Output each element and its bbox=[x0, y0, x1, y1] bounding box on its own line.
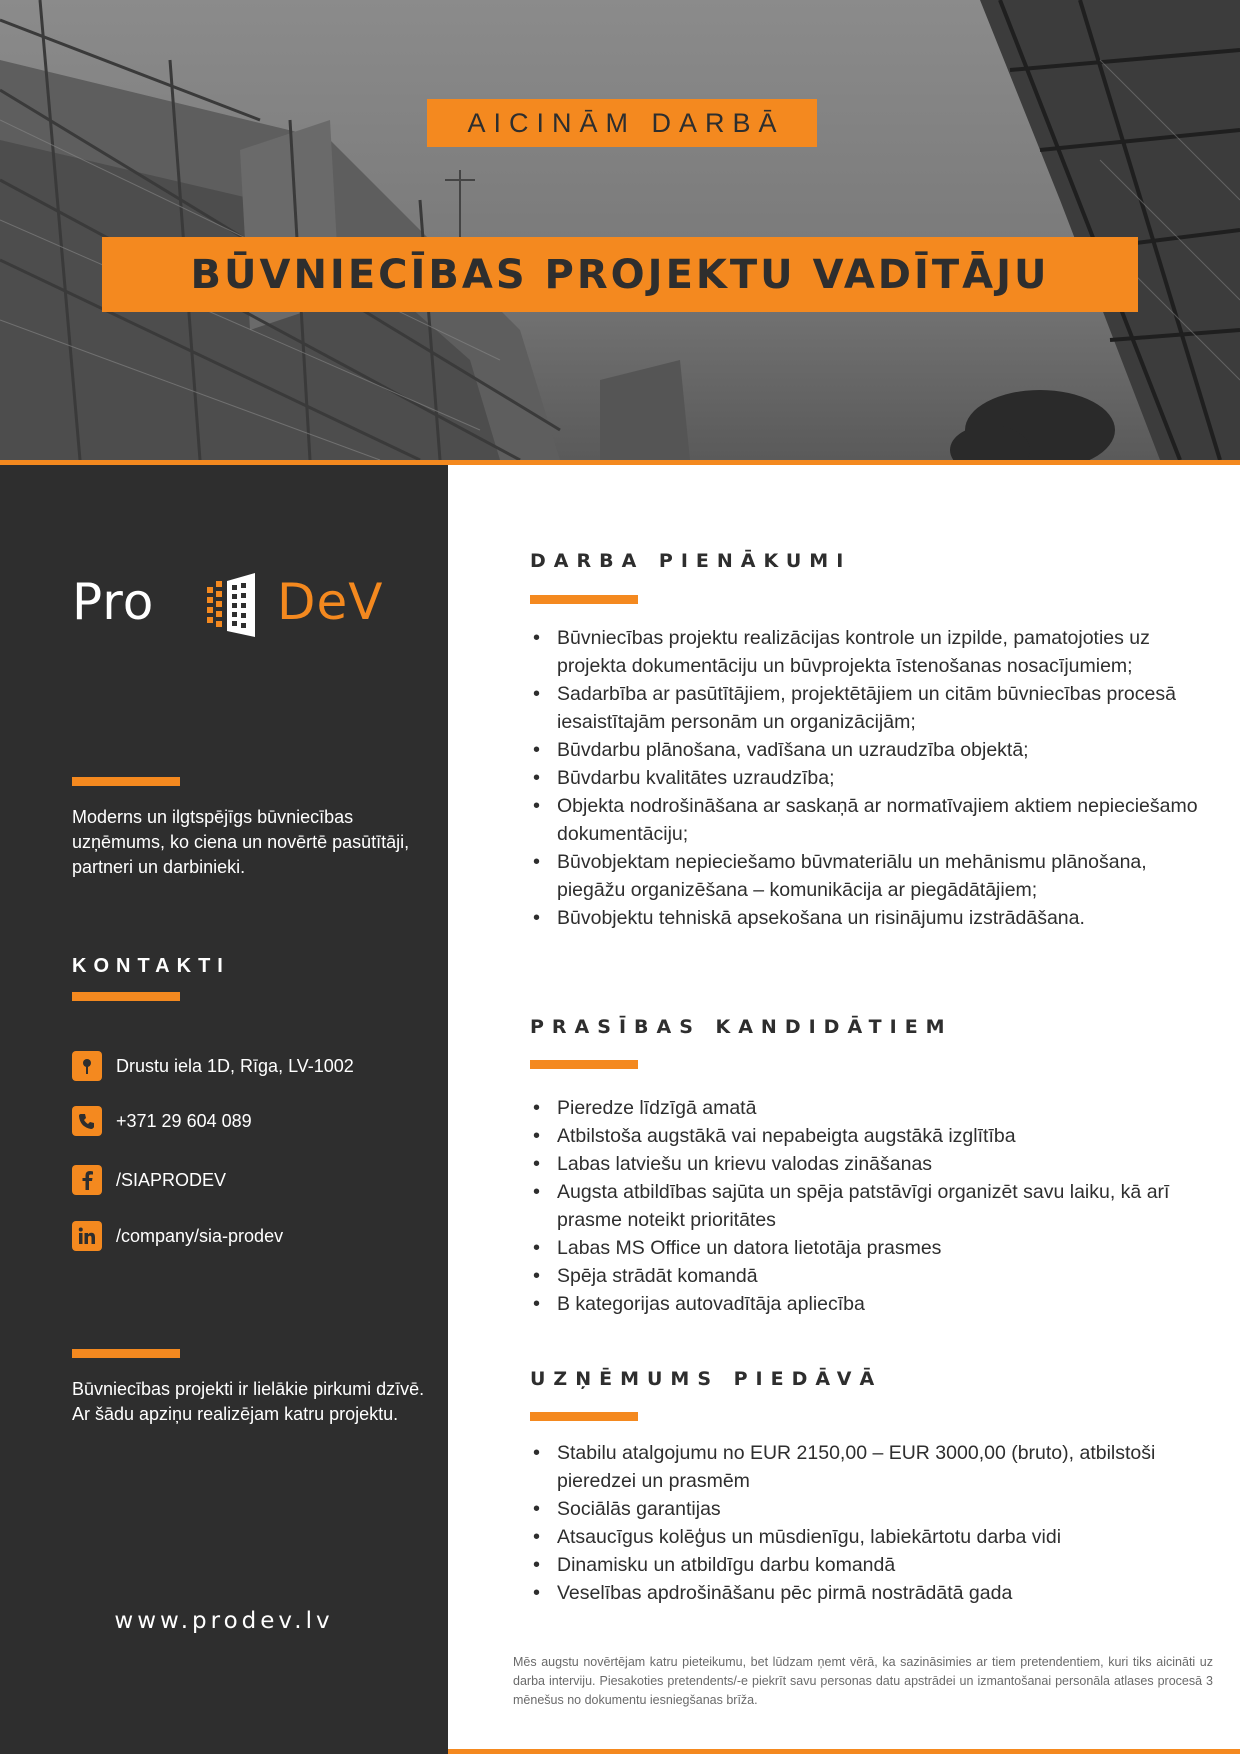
list-item: • Objekta nodrošināšana ar saskaņā ar normatīvajiem aktiem nepieciešamo dokumentāciju; bbox=[530, 792, 1220, 848]
phone-text: +371 29 604 089 bbox=[116, 1110, 252, 1131]
linkedin-text: /company/sia-prodev bbox=[116, 1225, 284, 1246]
contacts-heading: KONTAKTI bbox=[72, 955, 230, 977]
bottom-divider bbox=[448, 1749, 1240, 1754]
duties-list bbox=[530, 624, 1220, 932]
list-item: • Veselības apdrošināšanu pēc pirmā nostrādātā gada bbox=[530, 1579, 1220, 1607]
requirements-accent-line bbox=[530, 1060, 638, 1069]
list-item: • Būvdarbu kvalitātes uzraudzība; bbox=[530, 764, 1220, 792]
privacy-disclaimer: Mēs augstu novērtējam katru pieteikumu, bet lūdzam ņemt vērā, ka sazināsimies ar tiem pretendentiem, kuri tiks aicināti uz darba interviju. Piesakoties pretendents/-e piekrīt savu personas datu apstrādei un izmantošanai personāla atlases procesā 3 mēnešus no dokumentu iesniegšanas brīža. bbox=[513, 1655, 1213, 1707]
list-item: • Būvniecības projektu realizācijas kontrole un izpilde, pamatojoties uz projekta dokumentāciju un būvprojekta īstenošanas nosacījumiem; bbox=[530, 624, 1220, 680]
offer-accent-line bbox=[530, 1412, 638, 1421]
company-quote: Būvniecības projekti ir lielākie pirkumi dzīvē. Ar šādu apziņu realizējam katru projektu. bbox=[72, 1379, 425, 1424]
contact-facebook[interactable] bbox=[72, 1165, 226, 1195]
contact-phone[interactable] bbox=[72, 1106, 252, 1136]
construction-photo bbox=[0, 0, 1240, 460]
facebook-icon bbox=[72, 1165, 102, 1195]
phone-icon bbox=[72, 1106, 102, 1136]
contact-address bbox=[72, 1051, 354, 1081]
list-item: • Atsaucīgus kolēģus un mūsdienīgu, labiekārtotu darba vidi bbox=[530, 1523, 1220, 1551]
offer-heading: UZŅĒMUMS PIEDĀVĀ bbox=[530, 1368, 883, 1390]
offer-list bbox=[530, 1439, 1220, 1607]
facebook-text: /SIAPRODEV bbox=[116, 1169, 227, 1190]
list-item: • Stabilu atalgojumu no EUR 2150,00 – EUR 3000,00 (bruto), atbilstoši pieredzei un prasmēm bbox=[530, 1439, 1220, 1495]
list-item: • Dinamisku un atbildīgu darbu komandā bbox=[530, 1551, 1220, 1579]
website-link[interactable]: www.prodev.lv bbox=[114, 1608, 334, 1634]
list-item: • Spēja strādāt komandā bbox=[530, 1262, 1220, 1290]
list-item: • Būvobjektu tehniskā apsekošana un risinājumu izstrādāšana. bbox=[530, 904, 1220, 932]
intro-accent-line bbox=[72, 777, 180, 786]
job-title-banner bbox=[102, 237, 1138, 312]
list-item: • Pieredze līdzīgā amatā bbox=[530, 1094, 1220, 1122]
list-item: • Labas latviešu un krievu valodas zināšanas bbox=[530, 1150, 1220, 1178]
list-item: • Būvobjektam nepieciešamo būvmateriālu un mehānismu plānošana, piegāžu organizēšana – komunikācija ar piegādātājiem; bbox=[530, 848, 1220, 904]
company-intro: Moderns un ilgtspējīgs būvniecības uzņēmums, ko ciena un novērtē pasūtītāji, partneri un darbinieki. bbox=[72, 807, 410, 877]
requirements-list bbox=[530, 1094, 1220, 1318]
list-item: • B kategorijas autovadītāja apliecība bbox=[530, 1290, 1220, 1318]
list-item: • Sociālās garantijas bbox=[530, 1495, 1220, 1523]
hiring-label-text: AICINĀM DARBĀ bbox=[467, 107, 785, 138]
sidebar bbox=[0, 465, 448, 1754]
contact-linkedin[interactable] bbox=[72, 1221, 283, 1251]
list-item: • Sadarbība ar pasūtītājiem, projektētājiem un citām būvniecības procesā iesaistītajām personām un organizācijām; bbox=[530, 680, 1220, 736]
list-item: • Labas MS Office un datora lietotāja prasmes bbox=[530, 1234, 1220, 1262]
building-icon bbox=[205, 573, 267, 637]
quote-accent-line bbox=[72, 1349, 180, 1358]
company-logo bbox=[72, 573, 412, 645]
duties-heading: DARBA PIENĀKUMI bbox=[530, 550, 852, 572]
list-item: • Augsta atbildības sajūta un spēja patstāvīgi organizēt savu laiku, kā arī prasme noteikt prioritātes bbox=[530, 1178, 1220, 1234]
linkedin-icon bbox=[72, 1221, 102, 1251]
job-title: BŪVNIECĪBAS PROJEKTU VADĪTĀJU bbox=[190, 251, 1050, 298]
main-content bbox=[448, 465, 1240, 1754]
list-item: • Atbilstoša augstākā vai nepabeigta augstākā izglītība bbox=[530, 1122, 1220, 1150]
list-item: • Būvdarbu plānošana, vadīšana un uzraudzība objektā; bbox=[530, 736, 1220, 764]
address-text: Drustu iela 1D, Rīga, LV-1002 bbox=[116, 1055, 354, 1076]
logo-text-right: DeV bbox=[277, 573, 384, 631]
hero-banner bbox=[0, 0, 1240, 460]
contacts-accent-line bbox=[72, 992, 180, 1001]
logo-text-left: Pro bbox=[72, 573, 155, 631]
location-pin-icon bbox=[72, 1051, 102, 1081]
hiring-label bbox=[427, 99, 817, 147]
requirements-heading: PRASĪBAS KANDIDĀTIEM bbox=[530, 1016, 953, 1038]
duties-accent-line bbox=[530, 595, 638, 604]
